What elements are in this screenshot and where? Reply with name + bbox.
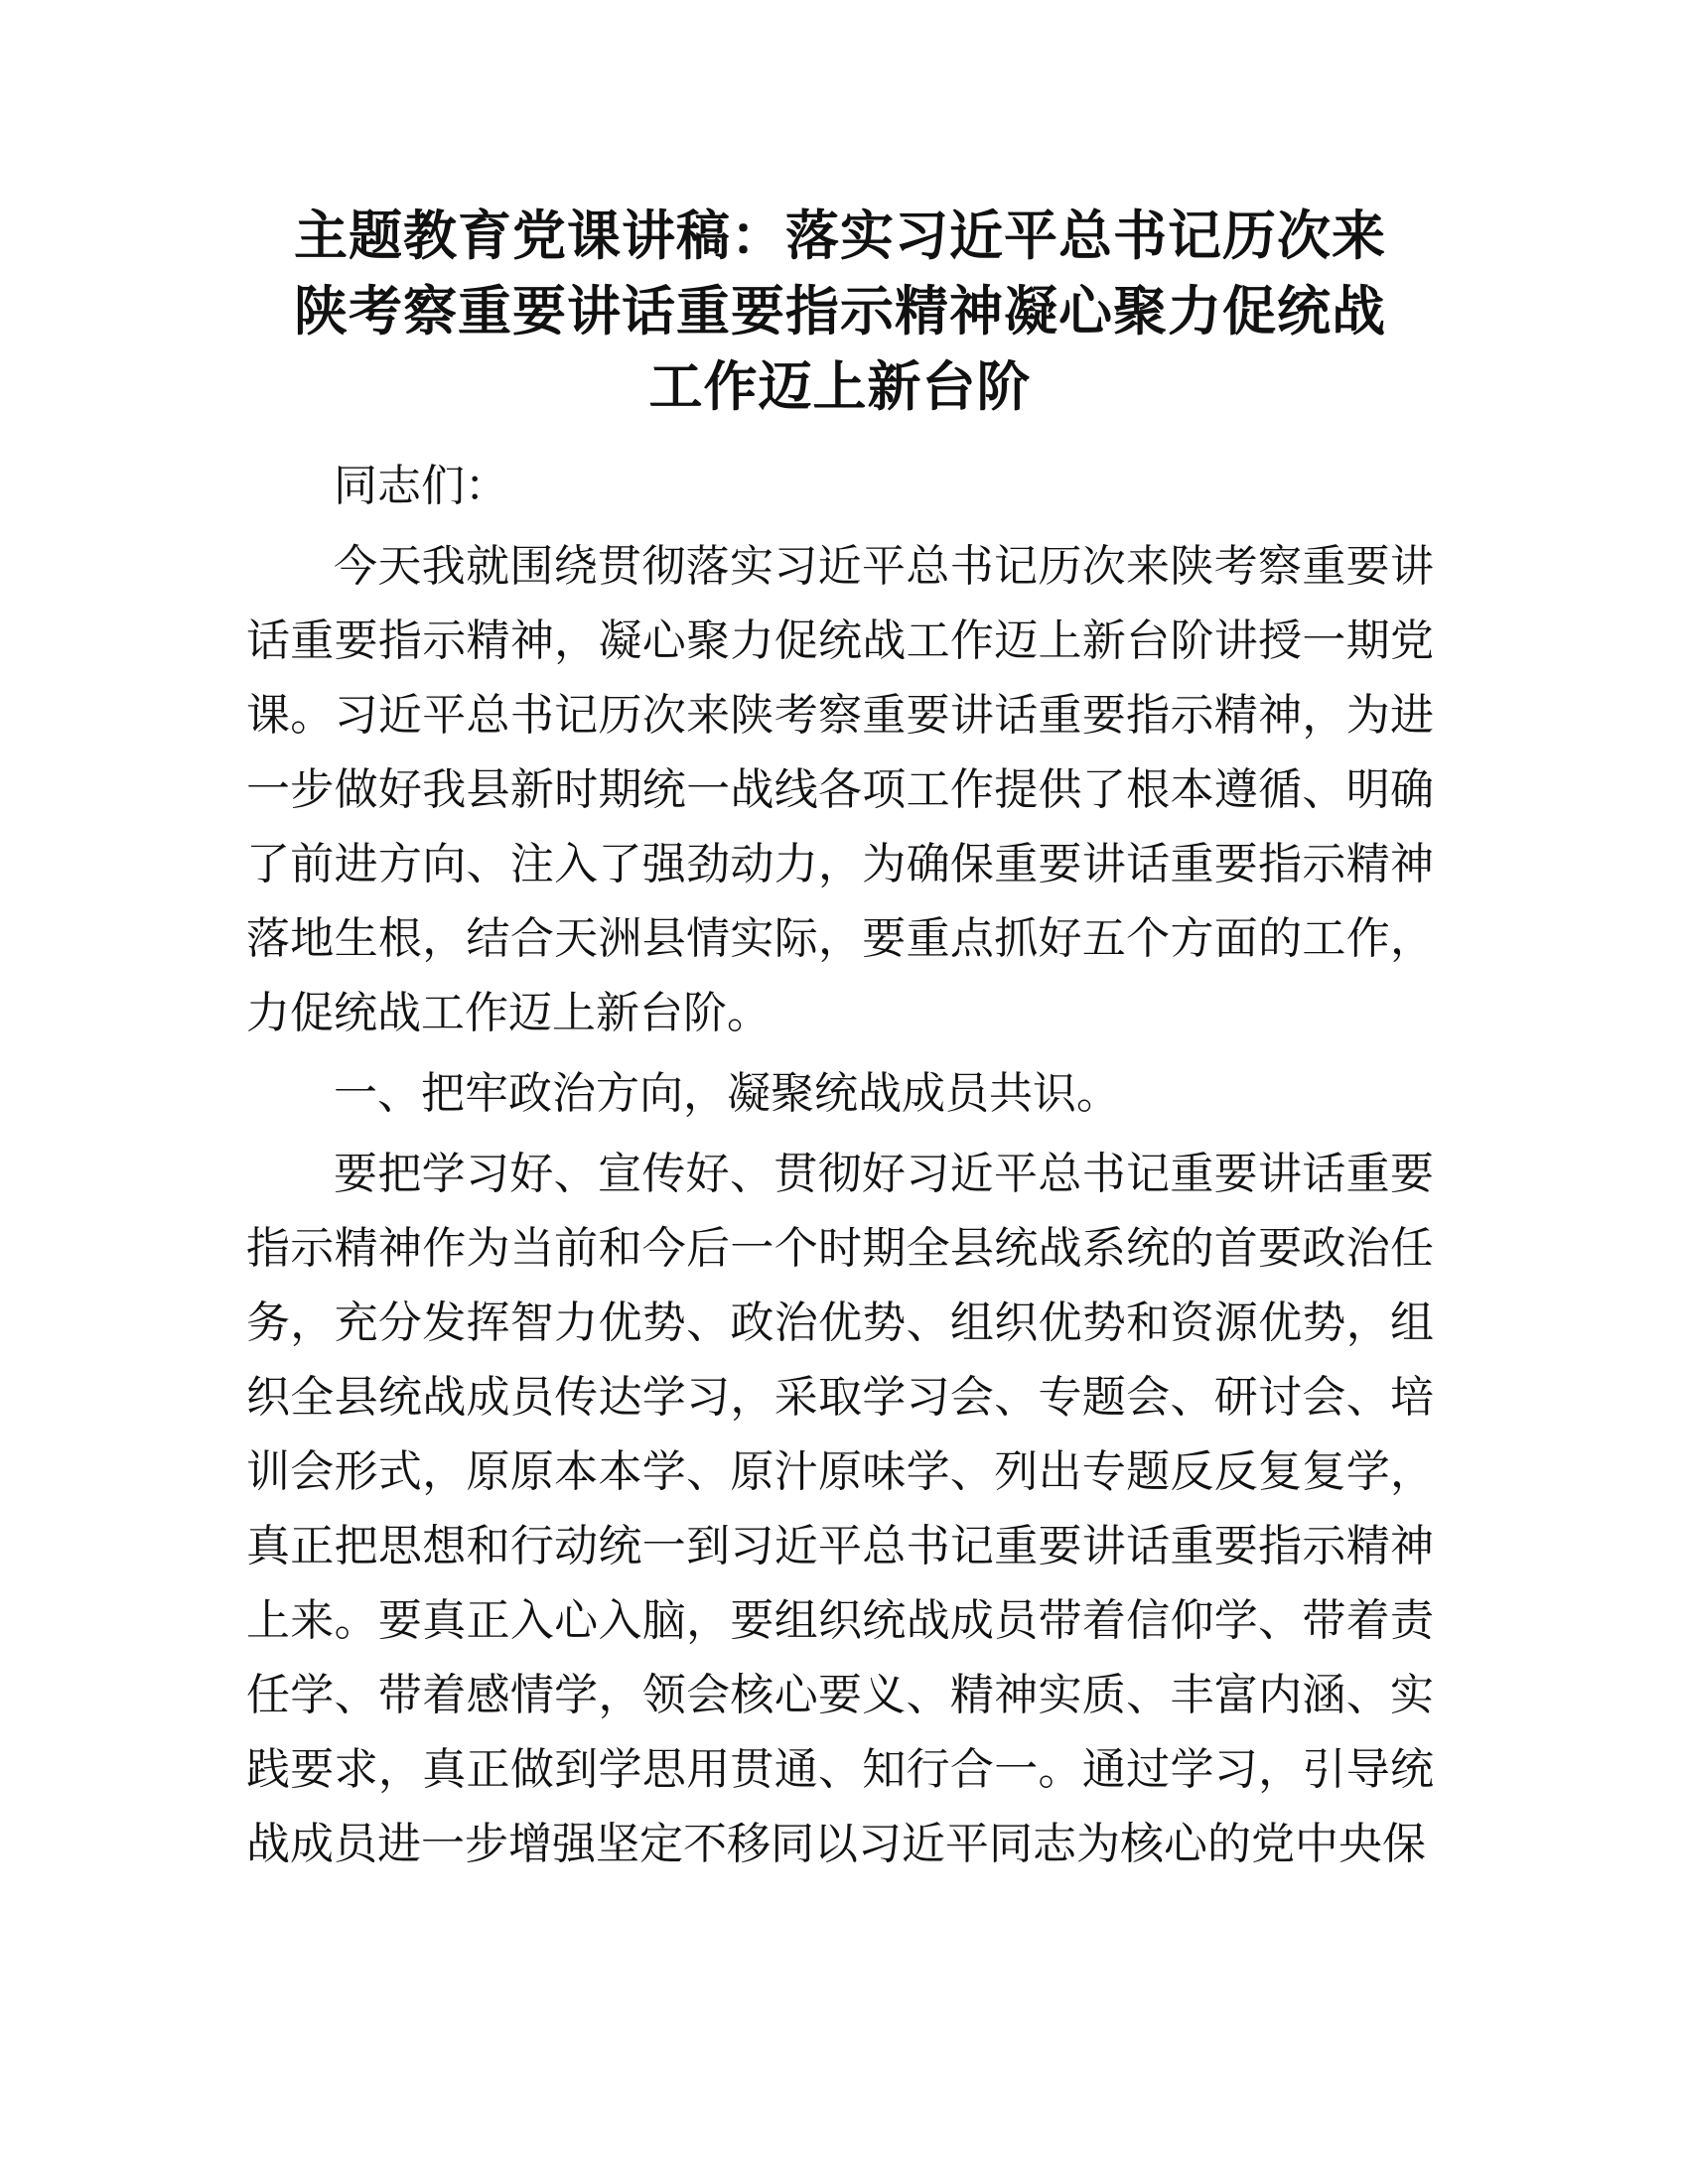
paragraph-section-1: 要把学习好、宣传好、贯彻好习近平总书记重要讲话重要指示精神作为当前和今后一个时期全县统战系统的首要政治任务，充分发挥智力优势、政治优势、组织优势和资源优势，组织全县统战成员传达学习，采取学习会、专题会、研讨会、培训会形式，原原本本学、原汁原味学、列出专题反反复复学，真正把思想和行动统一到习近平总书记重要讲话重要指示精神上来。要真正入心入脑，要组织统战成员带着信仰学、带着责任学、带着感情学，领会核心要义、精神实质、丰富内涵、实践要求，真正做到学思用贯通、知行合一。通过学习，引导统战成员进一步增强坚定不移同以习近平同志为核心的党中央保 <box>246 1149 1434 1869</box>
title-line-3: 工作迈上新台阶 <box>648 355 1032 418</box>
title-line-2: 陕考察重要讲话重要指示精神凝心聚力促统战 <box>294 280 1386 342</box>
paragraph-intro: 今天我就围绕贯彻落实习近平总书记历次来陕考察重要讲话重要指示精神，凝心聚力促统战工作迈上新台阶讲授一期党课。习近平总书记历次来陕考察重要讲话重要指示精神，为进一步做好我县新时期统一战线各项工作提供了根本遵循、明确了前进方向、注入了强劲动力，为确保重要讲话重要指示精神落地生根，结合天洲县情实际，要重点抓好五个方面的工作，力促统战工作迈上新台阶。 <box>246 541 1434 1038</box>
document-title <box>246 199 1434 425</box>
section-heading-1: 一、把牢政治方向，凝聚统战成员共识。 <box>334 1068 1120 1119</box>
title-line-1: 主题教育党课讲稿：落实习近平总书记历次来 <box>294 205 1386 267</box>
salutation: 同志们： <box>334 461 508 511</box>
document-content <box>246 199 1434 1881</box>
